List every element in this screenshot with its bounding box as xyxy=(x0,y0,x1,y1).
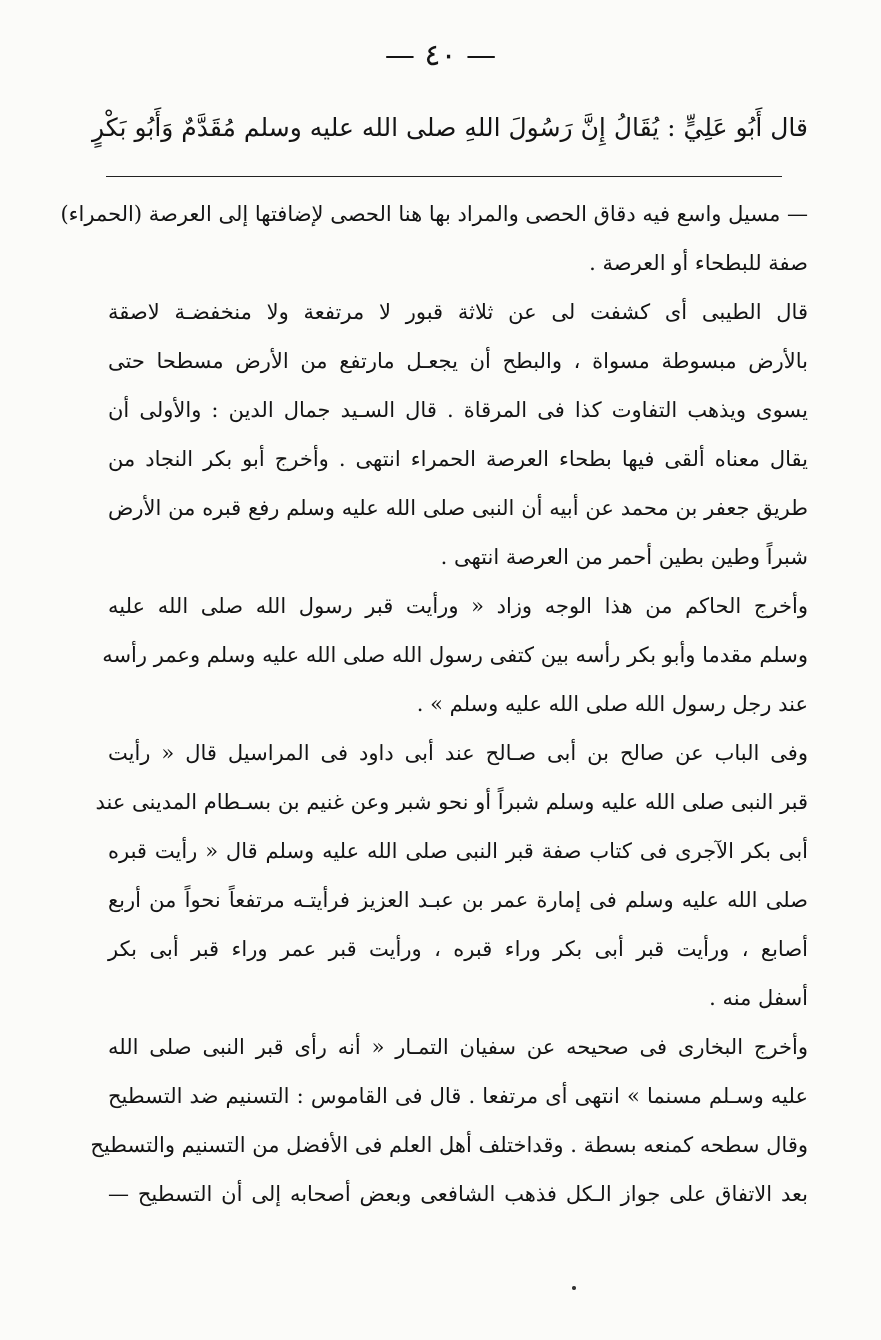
text-line: وسلم مقدما وأبو بكر رأسه بين كتفى رسول الله صلى الله عليه وسلم وعمر رأسه xyxy=(102,643,808,667)
footnote-separator xyxy=(106,176,782,177)
text-line: يقال معناه ألقى فيها بطحاء العرصة الحمراء انتهى . وأخرج أبو بكر النجاد من xyxy=(108,447,808,471)
text-line: وقال سطحه كمنعه بسطة . وقداختلف أهل العلم فى الأفضل من التسنيم والتسطيح xyxy=(90,1133,808,1157)
text-line: شبراً وطين بطين أحمر من العرصة انتهى . xyxy=(440,545,808,569)
commentary-block xyxy=(60,190,808,1219)
text-line: بالأرض مبسوطة مسواة ، والبطح أن يجعـل مارتفع من الأرض مسطحا حتى xyxy=(108,349,808,373)
text-line: صلى الله عليه وسلم فى إمارة عمر بن عبـد العزيز فرأيتـه مرتفعاً نحواً من أربع xyxy=(108,888,808,912)
text-line: أبى بكر الآجرى فى كتاب صفة قبر النبى صلى الله عليه وسلم قال « رأيت قبره xyxy=(108,839,808,863)
text-line: — مسيل واسع فيه دقاق الحصى والمراد بها هنا الحصى لإضافتها إلى العرصة (الحمراء) xyxy=(60,202,808,226)
text-line: صفة للبطحاء أو العرصة . xyxy=(589,251,808,275)
commentary-paragraph xyxy=(108,288,808,582)
text-line: طريق جعفر بن محمد عن أبيه أن النبى صلى الله عليه وسلم رفع قبره من الأرض xyxy=(108,496,808,520)
commentary-paragraph xyxy=(95,729,808,1023)
text-line: وأخرج الحاكم من هذا الوجه وزاد « ورأيت قبر رسول الله صلى الله عليه xyxy=(108,594,808,618)
page-number: — ٤٠ — xyxy=(384,38,497,73)
text-line: قبر النبى صلى الله عليه وسلم شبراً أو نحو شبر وعن غنيم بن بسـطام المدينى عند xyxy=(95,790,808,814)
text-line: عند رجل رسول الله صلى الله عليه وسلم » . xyxy=(416,692,808,716)
main-text-line: قال أَبُو عَلِيٍّ : يُقَالُ إِنَّ رَسُولَ اللهِ صلى الله عليه وسلم مُقَدَّمٌ وَأَبُو بَكْرٍ xyxy=(91,113,808,142)
text-line: يسوى ويذهب التفاوت كذا فى المرقاة . قال السـيد جمال الدين : والأولى أن xyxy=(108,398,808,422)
text-line: أصابع ، ورأيت قبر أبى بكر وراء قبره ، ورأيت قبر عمر وراء قبر أبى بكر xyxy=(108,937,808,961)
commentary-paragraph xyxy=(90,1023,808,1219)
commentary-paragraph xyxy=(60,190,808,288)
text-line: قال الطيبى أى كشفت لى عن ثلاثة قبور لا مرتفعة ولا منخفضـة لاصقة xyxy=(108,300,808,324)
text-line: عليه وسـلم مسنما » انتهى أى مرتفعا . قال فى القاموس : التسنيم ضد التسطيح xyxy=(108,1084,808,1108)
commentary-paragraph xyxy=(102,582,808,729)
text-line: بعد الاتفاق على جواز الـكل فذهب الشافعى وبعض أصحابه إلى أن التسطيح — xyxy=(108,1182,808,1206)
text-line: وفى الباب عن صالح بن أبى صـالح عند أبى داود فى المراسيل قال « رأيت xyxy=(108,741,808,765)
ink-dot xyxy=(572,1286,576,1290)
text-line: أسفل منه . xyxy=(709,986,808,1010)
text-line: وأخرج البخارى فى صحيحه عن سفيان التمـار « أنه رأى قبر النبى صلى الله xyxy=(108,1035,808,1059)
